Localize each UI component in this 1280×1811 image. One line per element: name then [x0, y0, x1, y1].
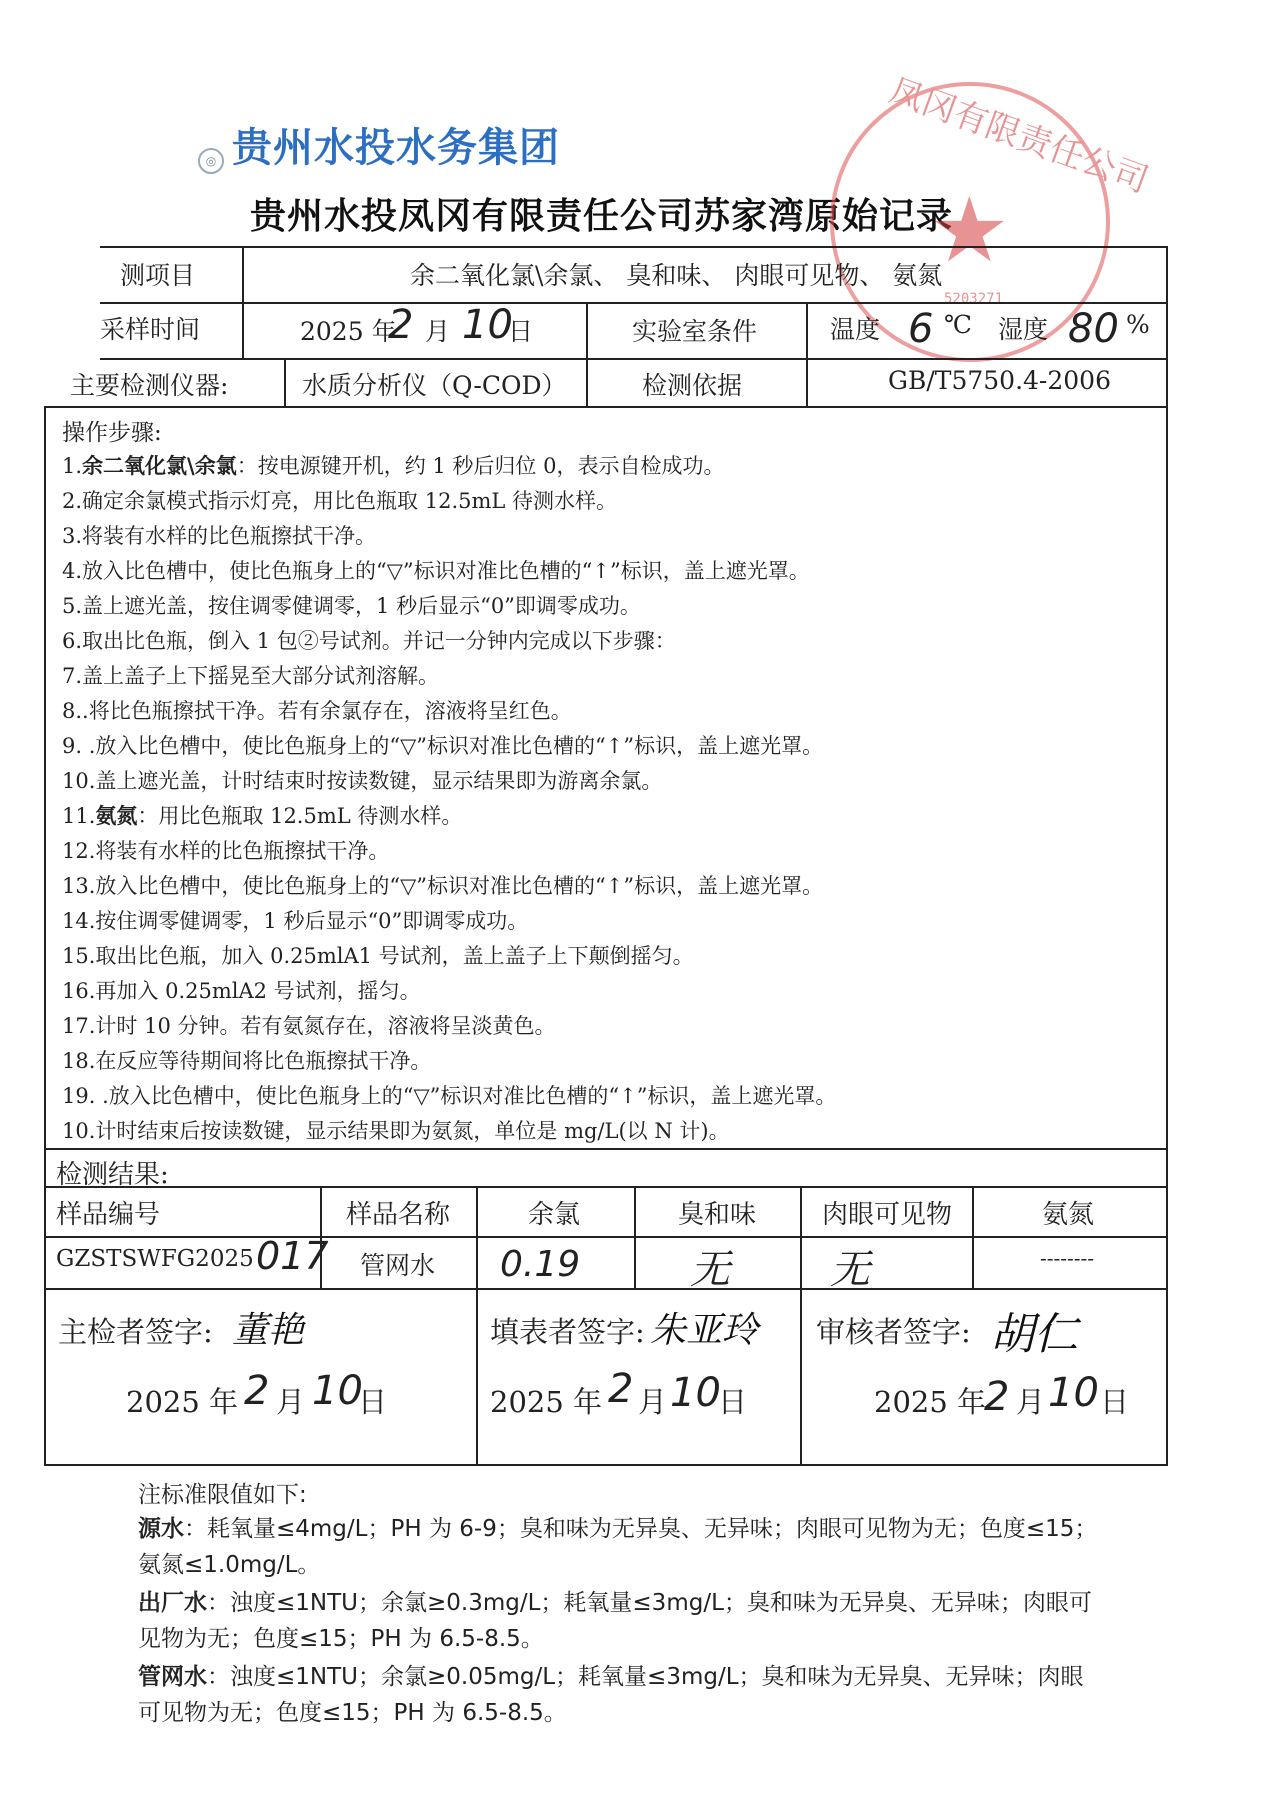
note-network-line2: 可见物为无；色度≤15；PH 为 6.5-8.5。	[138, 1700, 567, 1726]
stamp-code: 5203271	[944, 291, 1004, 307]
note-plant-label: 出厂水	[138, 1590, 207, 1616]
ammonia-value: --------	[1040, 1246, 1095, 1270]
step-keyword: 氨氮	[95, 803, 138, 828]
temperature-handwritten: 6	[908, 306, 934, 352]
step-number: 2.	[62, 489, 83, 513]
step-text: 取出比色瓶，加入 0.25mlA1 号试剂，盖上盖子上下颠倒摇匀。	[95, 944, 694, 968]
note-plant-line1: ：浊度≤1NTU；余氯≥0.3mg/L；耗氧量≤3mg/L；臭和味为无异臭、无异味；肉眼可	[207, 1590, 1092, 1616]
step-text: 按住调零健调零，1 秒后显示“0”即调零成功。	[95, 909, 529, 933]
instrument-value: 水质分析仪（Q-COD）	[302, 371, 567, 400]
note-source-water	[138, 1510, 1097, 1543]
step-text: 在反应等待期间将比色瓶擦拭干净。	[95, 1049, 432, 1073]
sample-month-unit: 月	[425, 317, 451, 346]
step-text: 放入比色槽中，使比色瓶身上的“▽”标识对准比色槽的“↑”标识，盖上遮光罩。	[95, 874, 824, 898]
procedure-step	[62, 555, 810, 585]
step-number: 15.	[62, 944, 96, 968]
inspector-month-unit: 月	[276, 1385, 306, 1419]
procedure-step	[62, 695, 572, 725]
sample-time-label: 采样时间	[100, 315, 201, 344]
test-basis-label: 检测依据	[642, 371, 743, 400]
inspector-day-handwritten: 10	[312, 1368, 363, 1414]
procedure-step	[62, 800, 462, 830]
sample-number-handwritten: 017	[256, 1234, 329, 1278]
note-network-label: 管网水	[138, 1664, 207, 1690]
step-number: 1.	[62, 454, 83, 478]
procedure-step	[62, 940, 694, 970]
procedure-step	[62, 1010, 555, 1040]
filler-year: 2025 年	[490, 1385, 603, 1419]
step-number: 17.	[62, 1014, 96, 1038]
results-title: 检测结果:	[56, 1160, 169, 1190]
step-number: 12.	[62, 839, 96, 863]
procedure-step	[62, 975, 421, 1005]
header-chlorine: 余氯	[528, 1200, 581, 1230]
step-number: 14.	[62, 909, 96, 933]
visible-matter-value-handwritten: 无	[830, 1247, 870, 1293]
step-number: 5.	[62, 594, 83, 618]
sample-number: GZSTSWFG2025	[56, 1246, 254, 1272]
header-sample-no: 样品编号	[56, 1200, 161, 1230]
step-text: 盖上盖子上下摇晃至大部分试剂溶解。	[82, 664, 440, 688]
filler-month-unit: 月	[638, 1385, 668, 1419]
note-network-water	[138, 1658, 1084, 1691]
filler-day-unit: 日	[718, 1385, 748, 1419]
header-sample-name: 样品名称	[346, 1200, 451, 1230]
procedure-step	[62, 870, 823, 900]
procedure-step	[62, 905, 528, 935]
sample-month-handwritten: 2	[388, 302, 414, 348]
humidity-handwritten: 80	[1068, 306, 1119, 352]
filler-day-handwritten: 10	[670, 1370, 721, 1416]
step-number: 6.	[62, 629, 83, 653]
step-text: 放入比色槽中，使比色瓶身上的“▽”标识对准比色槽的“↑”标识，盖上遮光罩。	[95, 734, 824, 758]
note-source-line2: 氨氮≤1.0mg/L。	[138, 1552, 321, 1578]
header-odor: 臭和味	[678, 1200, 757, 1230]
step-number: 7.	[62, 664, 83, 688]
reviewer-day-unit: 日	[1100, 1385, 1130, 1419]
inspector-month-handwritten: 2	[244, 1368, 270, 1414]
test-basis-value: GB/T5750.4-2006	[888, 366, 1111, 395]
chlorine-value-handwritten: 0.19	[500, 1244, 581, 1285]
instrument-label: 主要检测仪器:	[70, 371, 229, 400]
filler-month-handwritten: 2	[608, 1366, 634, 1412]
page-title: 贵州水投凤冈有限责任公司苏家湾原始记录	[250, 196, 954, 237]
step-number: 11.	[62, 804, 96, 828]
note-network-line1: ：浊度≤1NTU；余氯≥0.05mg/L；耗氧量≤3mg/L；臭和味为无异臭、无异味；肉眼	[207, 1664, 1084, 1690]
step-text: 盖上遮光盖，按住调零健调零，1 秒后显示“0”即调零成功。	[82, 594, 641, 618]
note-source-label: 源水	[138, 1516, 184, 1542]
inspector-sign-label: 主检者签字:	[58, 1315, 213, 1349]
step-text: ：用比色瓶取 12.5mL 待测水样。	[137, 804, 463, 828]
odor-value-handwritten: 无	[690, 1247, 730, 1293]
note-plant-line2: 见物为无；色度≤15；PH 为 6.5-8.5。	[138, 1626, 544, 1652]
humidity-unit: %	[1126, 310, 1150, 339]
step-number: 4.	[62, 559, 83, 583]
header-visible-matter: 肉眼可见物	[822, 1200, 953, 1230]
reviewer-year: 2025 年	[874, 1385, 987, 1419]
sample-year: 2025 年	[300, 317, 397, 346]
step-text: 将装有水样的比色瓶擦拭干净。	[95, 839, 390, 863]
step-text: 再加入 0.25mlA2 号试剂，摇匀。	[95, 979, 421, 1003]
header-ammonia: 氨氮	[1042, 1200, 1095, 1230]
procedure-step	[62, 625, 676, 655]
procedure-step	[62, 730, 823, 760]
procedure-step	[62, 660, 439, 690]
test-item-label: 测项目	[120, 261, 196, 290]
step-text: 取出比色瓶，倒入 1 包②号试剂。并记一分钟内完成以下步骤：	[82, 629, 676, 653]
lab-conditions-label: 实验室条件	[632, 317, 758, 346]
filler-sign-label: 填表者签字:	[490, 1315, 645, 1349]
star-icon: ★	[929, 178, 1010, 283]
procedure-step	[62, 590, 641, 620]
company-logo-text: 贵州水投水务集团	[232, 125, 560, 171]
procedure-step	[62, 450, 724, 480]
filler-signature: 朱亚玲	[650, 1310, 759, 1351]
step-number: 18.	[62, 1049, 96, 1073]
step-number: 8..	[62, 699, 89, 723]
step-number: 19. .	[62, 1084, 109, 1108]
procedure-step	[62, 835, 389, 865]
temperature-label: 温度	[830, 315, 881, 344]
sample-day-unit: 日	[508, 317, 534, 346]
step-text: 将装有水样的比色瓶擦拭干净。	[82, 524, 377, 548]
logo-mark-icon: ◎	[198, 148, 224, 174]
notes-title: 注标准限值如下:	[138, 1482, 307, 1508]
reviewer-sign-label: 审核者签字:	[816, 1315, 971, 1349]
procedure-step	[62, 1045, 431, 1075]
step-text: 放入比色槽中，使比色瓶身上的“▽”标识对准比色槽的“↑”标识，盖上遮光罩。	[108, 1084, 837, 1108]
procedure-title: 操作步骤:	[62, 420, 162, 446]
procedure-step	[62, 520, 376, 550]
step-text: 计时 10 分钟。若有氨氮存在，溶液将呈淡黄色。	[95, 1014, 556, 1038]
procedure-step	[62, 1115, 730, 1145]
temperature-unit: ℃	[944, 310, 972, 339]
procedure-step	[62, 765, 662, 795]
step-number: 3.	[62, 524, 83, 548]
inspector-signature: 董艳	[232, 1310, 305, 1351]
step-number: 9. .	[62, 734, 96, 758]
humidity-label: 湿度	[998, 315, 1049, 344]
step-text: 将比色瓶擦拭干净。若有余氯存在，溶液将呈红色。	[88, 699, 572, 723]
reviewer-signature: 胡仁	[990, 1309, 1078, 1360]
inspector-day-unit: 日	[358, 1385, 388, 1419]
reviewer-month-handwritten: 2	[984, 1374, 1010, 1420]
sample-day-handwritten: 10	[462, 302, 513, 348]
step-keyword: 余二氧化氯\余氯	[82, 453, 237, 478]
step-text: 确定余氯模式指示灯亮，用比色瓶取 12.5mL 待测水样。	[82, 489, 618, 513]
step-text: 放入比色槽中，使比色瓶身上的“▽”标识对准比色槽的“↑”标识，盖上遮光罩。	[82, 559, 810, 583]
step-number: 10.	[62, 769, 96, 793]
step-number: 16.	[62, 979, 96, 1003]
note-source-line1: ：耗氧量≤4mg/L；PH 为 6-9；臭和味为无异臭、无异味；肉眼可见物为无；色度≤15；	[184, 1516, 1098, 1542]
stamp-text: 凤冈有限责任公司	[884, 70, 1154, 202]
step-number: 13.	[62, 874, 96, 898]
reviewer-month-unit: 月	[1016, 1385, 1046, 1419]
inspector-year: 2025 年	[126, 1385, 239, 1419]
step-number: 10.	[62, 1119, 96, 1143]
reviewer-day-handwritten: 10	[1048, 1370, 1099, 1416]
step-text: 计时结束后按读数键，显示结果即为氨氮，单位是 mg/L(以 N 计)。	[95, 1119, 730, 1143]
sample-name: 管网水	[360, 1251, 436, 1280]
step-text: 盖上遮光盖，计时结束时按读数键，显示结果即为游离余氯。	[95, 769, 663, 793]
procedure-step	[62, 1080, 836, 1110]
procedure-step	[62, 485, 617, 515]
step-text: ：按电源键开机，约 1 秒后归位 0，表示自检成功。	[236, 454, 725, 478]
test-items-value: 余二氧化氯\余氯、 臭和味、 肉眼可见物、 氨氮	[410, 261, 943, 290]
note-plant-water	[138, 1584, 1092, 1617]
